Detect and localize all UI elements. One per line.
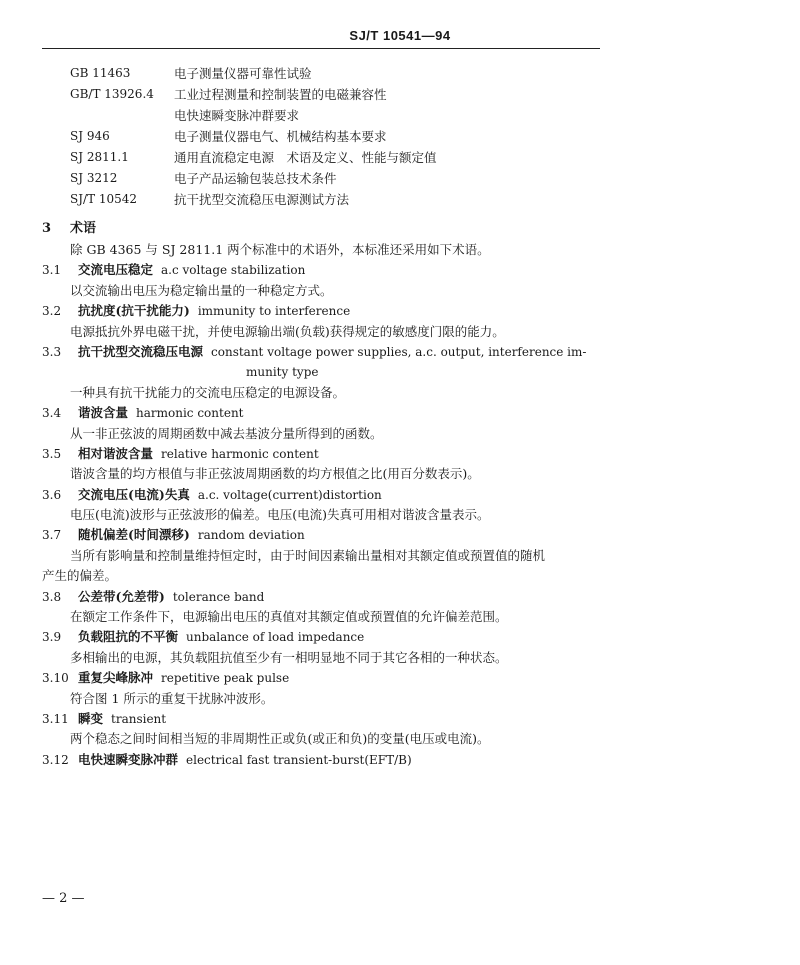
term-name-zh: 电快速瞬变脉冲群 (78, 751, 179, 767)
term-name-zh: 负载阻抗的不平衡 (78, 629, 179, 645)
term-name-en: immunity to interference (197, 304, 351, 319)
term-definition: 以交流输出电压为稳定输出量的一种稳定方式。 (70, 282, 333, 298)
term-heading (0, 587, 800, 607)
term-name-en: tolerance band (172, 589, 265, 604)
term-definition: 电源抵抗外界电磁干扰，并使电源输出端(负载)获得规定的敏感度门限的能力。 (70, 323, 505, 339)
term-name-en: transient (111, 711, 167, 726)
term-name-zh: 瞬变 (78, 710, 104, 726)
term-heading (0, 485, 800, 505)
term-definition: 符合图 1 所示的重复干扰脉冲波形。 (70, 690, 274, 706)
reference-code: SJ 2811.1 (70, 150, 129, 164)
term-definition: 谐波含量的均方根值与非正弦波周期函数的均方根值之比(用百分数表示)。 (70, 466, 480, 482)
term-definition: 当所有影响量和控制量维持恒定时，由于时间因素输出量相对其额定值或预置值的随机 (70, 547, 546, 563)
term-name-en: a.c. voltage(current)distortion (197, 487, 382, 502)
term-heading (0, 750, 800, 770)
terms-section (0, 218, 800, 770)
reference-code: GB/T 13926.4 (70, 87, 154, 101)
term-definition: 两个稳态之间时间相当短的非周期性正或负(或正和负)的变量(电压或电流)。 (70, 731, 490, 747)
term-number: 3.8 (42, 589, 62, 604)
term-name-zh: 交流电压稳定 (78, 262, 154, 278)
term-number: 3.12 (42, 752, 69, 767)
document-code-header: SJ/T 10541—94 (349, 28, 451, 43)
term-name-zh: 抗干扰型交流稳压电源 (78, 343, 204, 359)
reference-title: 工业过程测量和控制装置的电磁兼容性 (174, 87, 387, 102)
term-definition: 一种具有抗干扰能力的交流电压稳定的电源设备。 (70, 384, 346, 400)
term-name-en: harmonic content (136, 406, 244, 421)
term-name-zh: 公差带(允差带) (78, 588, 165, 604)
term-number: 3.9 (42, 630, 62, 645)
section-heading (0, 218, 800, 240)
term-name-en: unbalance of load impedance (186, 630, 365, 645)
term-number: 3.3 (42, 344, 62, 359)
term-name-en: constant voltage power supplies, a.c. output, interference im- (211, 344, 587, 359)
term-definition: 多相输出的电源，其负载阻抗值至少有一相明显地不同于其它各相的一种状态。 (70, 649, 508, 665)
reference-code: SJ 946 (70, 129, 110, 143)
term-name-en: electrical fast transient-burst(EFT/B) (186, 752, 412, 767)
reference-title: 电子测量仪器可靠性试验 (174, 66, 312, 81)
header-rule (42, 48, 600, 49)
term-heading (0, 709, 800, 729)
reference-title: 电子测量仪器电气、机械结构基本要求 (174, 129, 387, 144)
term-number: 3.5 (42, 446, 62, 461)
term-number: 3.10 (42, 671, 69, 686)
section-intro: 除 GB 4365 与 SJ 2811.1 两个标准中的术语外，本标准还采用如下术语。 (70, 242, 490, 257)
term-heading (0, 342, 800, 362)
term-name-zh: 交流电压(电流)失真 (78, 486, 190, 502)
term-definition: 电压(电流)波形与正弦波形的偏差。电压(电流)失真可用相对谐波含量表示。 (70, 507, 490, 523)
reference-code: GB 11463 (70, 66, 131, 80)
reference-title: 电子产品运输包装总技术条件 (174, 171, 337, 186)
term-heading (0, 525, 800, 545)
term-definition: 在额定工作条件下，电源输出电压的真值对其额定值或预置值的允许偏差范围。 (70, 609, 508, 625)
term-definition: 从一非正弦波的周期函数中减去基波分量所得到的函数。 (70, 425, 383, 441)
reference-title: 通用直流稳定电源 术语及定义、性能与额定值 (174, 150, 437, 165)
term-number: 3.6 (42, 487, 62, 502)
term-name-zh: 随机偏差(时间漂移) (78, 527, 190, 543)
term-name-en: random deviation (197, 528, 305, 543)
term-heading (0, 627, 800, 647)
page-number: — 2 — (42, 891, 85, 906)
term-name-zh: 重复尖峰脉冲 (78, 670, 154, 686)
term-name-zh: 谐波含量 (78, 405, 129, 421)
term-number: 3.1 (42, 263, 62, 278)
term-number: 3.7 (42, 528, 62, 543)
term-name-zh: 抗扰度(抗干扰能力) (78, 303, 190, 319)
section-number: 3 (42, 221, 52, 236)
term-heading (0, 260, 800, 280)
term-name-en: relative harmonic content (161, 446, 319, 461)
term-heading (0, 301, 800, 321)
term-name-zh: 相对谐波含量 (78, 445, 154, 461)
term-number: 3.11 (42, 711, 69, 726)
term-heading (0, 403, 800, 423)
reference-code: SJ/T 10542 (70, 192, 138, 206)
term-heading (0, 444, 800, 464)
reference-title: 电快速瞬变脉冲群要求 (174, 108, 300, 123)
term-definition-continuation: 产生的偏差。 (42, 568, 118, 584)
term-heading (0, 668, 800, 688)
term-number: 3.2 (42, 304, 62, 319)
term-number: 3.4 (42, 406, 62, 421)
reference-code: SJ 3212 (70, 171, 118, 185)
term-name-en-continuation: munity type (246, 365, 319, 380)
reference-title: 抗干扰型交流稳压电源测试方法 (174, 192, 350, 207)
term-name-en: a.c voltage stabilization (161, 263, 306, 278)
section-title: 术语 (70, 221, 97, 236)
term-name-en: repetitive peak pulse (161, 671, 290, 686)
